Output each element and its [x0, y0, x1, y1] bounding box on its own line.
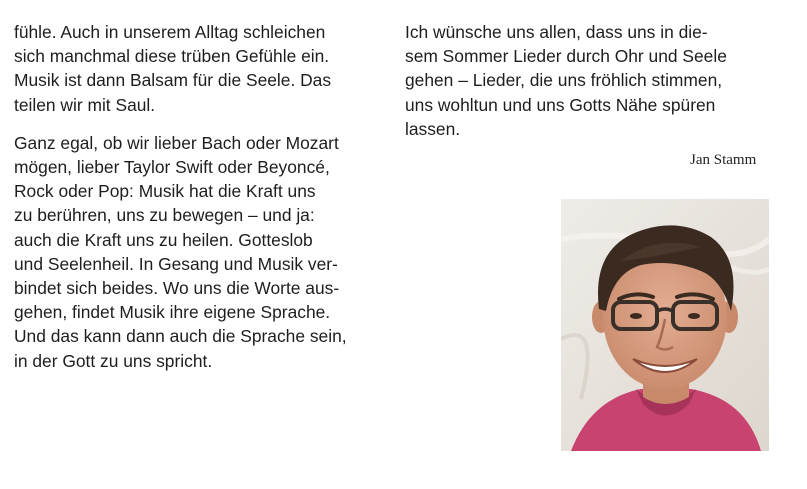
text-line: auch die Kraft uns zu heilen. Gotteslob [14, 229, 313, 250]
text-line: in der Gott zu uns spricht. [14, 350, 213, 371]
author-photo [561, 199, 769, 451]
text-line: Rock oder Pop: Musik hat die Kraft uns [14, 181, 316, 202]
text-line: Musik ist dann Balsam für die Seele. Das [14, 70, 332, 91]
paragraph [405, 20, 775, 141]
text-line: Ganz egal, ob wir lieber Bach oder Mozart [14, 132, 339, 153]
text-line: sich manchmal diese trüben Gefühle ein. [14, 46, 330, 67]
text-line: teilen wir mit Saul. [14, 94, 156, 115]
paragraph [14, 20, 382, 117]
right-column [405, 20, 775, 141]
author-name: Jan Stamm [690, 152, 757, 168]
text-line: gehen – Lieder, die uns fröhlich stimmen, [405, 70, 723, 91]
text-line: Ich wünsche uns allen, dass uns in die- [405, 22, 708, 42]
portrait-photo-icon [561, 199, 769, 451]
text-line: uns wohltun und uns Gotts Nähe spüren [405, 94, 716, 115]
paragraph [14, 131, 382, 373]
text-line: mögen, lieber Taylor Swift oder Beyoncé, [14, 157, 330, 178]
text-line: bindet sich beides. Wo uns die Worte aus- [14, 278, 340, 299]
text-line: und Seelenheil. In Gesang und Musik ver- [14, 253, 338, 274]
left-column [14, 20, 382, 373]
text-line: Und das kann dann auch die Sprache sein, [14, 326, 347, 347]
text-line: gehen, findet Musik ihre eigene Sprache. [14, 302, 331, 323]
text-line: fühle. Auch in unserem Alltag schleichen [14, 22, 326, 42]
text-line: sem Sommer Lieder durch Ohr und Seele [405, 46, 727, 67]
text-line: zu berühren, uns zu bewegen – und ja: [14, 205, 315, 226]
text-line: lassen. [405, 118, 461, 139]
